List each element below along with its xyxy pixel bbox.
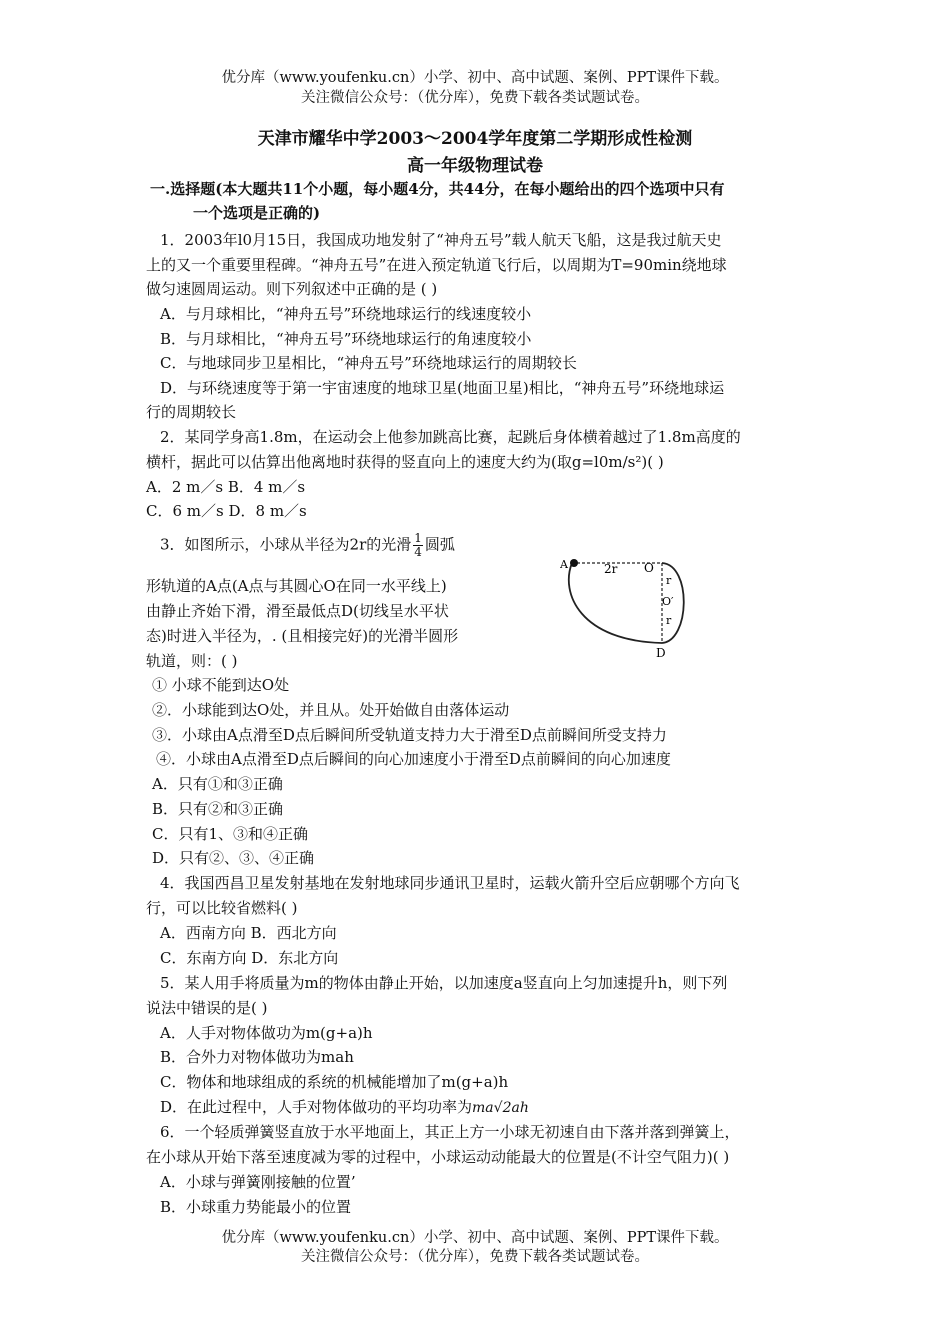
q6-line-1: 6．一个轻质弹簧竖直放于水平地面上，其正上方一小球无初速自由下落并落到弹簧上， bbox=[160, 1123, 740, 1141]
fraction-denominator: 4 bbox=[414, 545, 422, 559]
page-title: 天津市耀华中学2003～2004学年度第二学期形成性检测 bbox=[257, 129, 693, 149]
q2-line-1: 2．某同学身高1.8m，在运动会上他参加跳高比赛，起跳后身体横着越过了1.8m高度的 bbox=[160, 428, 741, 446]
q5-option-d-text: D．在此过程中，人手对物体做功的平均功率为 bbox=[160, 1098, 473, 1116]
q6-option-b: B．小球重力势能最小的位置 bbox=[160, 1198, 352, 1216]
footer-line-1: 优分库（www.youfenku.cn）小学、初中、高中试题、案例、PPT课件下载。 bbox=[221, 1230, 729, 1246]
header-line-2: 关注微信公众号：（优分库），免费下载各类试题试卷。 bbox=[301, 90, 649, 106]
fig-label-2r: 2r bbox=[604, 562, 618, 576]
q2-options-cd: C．6 m／s D．8 m／s bbox=[146, 502, 307, 520]
q4-line-1: 4．我国西昌卫星发射基地在发射地球同步通讯卫星时，运载火箭升空后应朝哪个方向飞 bbox=[160, 874, 740, 892]
q3-line-5: 轨道，则：( ) bbox=[146, 652, 238, 670]
q3-line-4: 态)时进入半径为，. (且相接完好)的光滑半圆形 bbox=[146, 627, 459, 645]
q5-option-b: B．合外力对物体做功为mah bbox=[160, 1048, 354, 1066]
fig-label-d: D bbox=[656, 646, 666, 660]
fig-label-r-bottom: r bbox=[666, 614, 672, 627]
fraction-numerator: 1 bbox=[414, 531, 422, 545]
q1-option-b: B．与月球相比，“神舟五号”环绕地球运行的角速度较小 bbox=[160, 330, 532, 348]
q3-statement-1: ① 小球不能到达O处 bbox=[152, 676, 290, 694]
q3-option-b: B．只有②和③正确 bbox=[152, 800, 284, 818]
q1-option-d-line-2: 行的周期较长 bbox=[146, 403, 237, 421]
page-subtitle: 高一年级物理试卷 bbox=[407, 156, 543, 176]
q4-line-2: 行，可以比较省燃料( ) bbox=[146, 899, 298, 917]
q3-statement-4: ④．小球由A点滑至D点后瞬间的向心加速度小于滑至D点前瞬间的向心加速度 bbox=[156, 750, 671, 768]
q3-line-1-text: 3．如图所示，小球从半径为2r的光滑 bbox=[160, 535, 412, 554]
q3-track-figure bbox=[560, 553, 710, 663]
fig-label-o-prime: O′ bbox=[662, 595, 674, 608]
q1-option-c: C．与地球同步卫星相比，“神舟五号”环绕地球运行的周期较长 bbox=[160, 354, 577, 372]
q3-statement-3: ③．小球由A点滑至D点后瞬间所受轨道支持力大于滑至D点前瞬间所受支持力 bbox=[152, 726, 667, 744]
q1-line-1: 1．2003年l0月15日，我国成功地发射了“神舟五号”载人航天飞船，这是我过航天史 bbox=[160, 231, 722, 249]
q3-line-2: 形轨道的A点(A点与其圆心O在同一水平线上) bbox=[146, 577, 447, 595]
q3-option-d: D．只有②、③、④正确 bbox=[152, 849, 315, 867]
footer-line-2: 关注微信公众号：（优分库），免费下载各类试题试卷。 bbox=[301, 1249, 649, 1265]
quarter-fraction bbox=[413, 532, 423, 559]
q3-line-3: 由静止齐始下滑，滑至最低点D(切线呈水平状 bbox=[146, 602, 449, 620]
q1-option-a: A．与月球相比，“神舟五号”环绕地球运行的线速度较小 bbox=[160, 305, 532, 323]
q4-options-cd: C．东南方向 D．东北方向 bbox=[160, 949, 339, 967]
q6-line-2: 在小球从开始下落至速度减为零的过程中，小球运动动能最大的位置是(不计空气阻力)( ) bbox=[146, 1148, 730, 1166]
q5-line-2: 说法中错误的是( ) bbox=[146, 999, 268, 1017]
q3-line-1-end: 圆弧 bbox=[424, 535, 455, 554]
q5-line-1: 5．某人用手将质量为m的物体由静止开始，以加速度a竖直向上匀加速提升h，则下列 bbox=[160, 974, 728, 992]
q1-line-2: 上的又一个重要里程碑。“神舟五号”在进入预定轨道飞行后，以周期为T=90min绕地球 bbox=[146, 256, 727, 274]
q1-option-d-line-1: D．与环绕速度等于第一宇宙速度的地球卫星(地面卫星)相比，“神舟五号”环绕地球运 bbox=[160, 379, 725, 397]
q2-options-ab: A．2 m／s B．4 m／s bbox=[146, 478, 306, 496]
q3-option-c: C．只有1、③和④正确 bbox=[152, 825, 309, 843]
q5-option-c: C．物体和地球组成的系统的机械能增加了m(g+a)h bbox=[160, 1073, 509, 1091]
q3-line-1 bbox=[160, 532, 455, 559]
fig-label-r-top: r bbox=[666, 574, 672, 587]
q5-option-a: A．人手对物体做功为m(g+a)h bbox=[160, 1024, 373, 1042]
fig-label-a: A bbox=[560, 558, 568, 571]
section-heading-2: 一个选项是正确的) bbox=[193, 204, 321, 222]
q6-option-a: A．小球与弹簧刚接触的位置’ bbox=[160, 1173, 356, 1191]
header-line-1: 优分库（www.youfenku.cn）小学、初中、高中试题、案例、PPT课件下载。 bbox=[221, 70, 729, 86]
q1-line-3: 做匀速圆周运动。则下列叙述中正确的是 ( ) bbox=[146, 280, 438, 298]
q2-line-2: 横杆，据此可以估算出他离地时获得的竖直向上的速度大约为(取g=l0m/s²)( ) bbox=[146, 453, 664, 471]
avg-power-formula: ma√2ah bbox=[472, 1100, 529, 1116]
q3-option-a: A．只有①和③正确 bbox=[152, 775, 283, 793]
q5-option-d bbox=[160, 1097, 529, 1118]
q3-statement-2: ②．小球能到达O处，并且从。处开始做自由落体运动 bbox=[152, 701, 510, 719]
q4-options-ab: A．西南方向 B．西北方向 bbox=[160, 924, 337, 942]
section-heading-1: 一.选择题(本大题共11个小题，每小题4分，共44分，在每小题给出的四个选项中只有 bbox=[150, 180, 725, 198]
fig-label-o: O bbox=[644, 561, 654, 575]
